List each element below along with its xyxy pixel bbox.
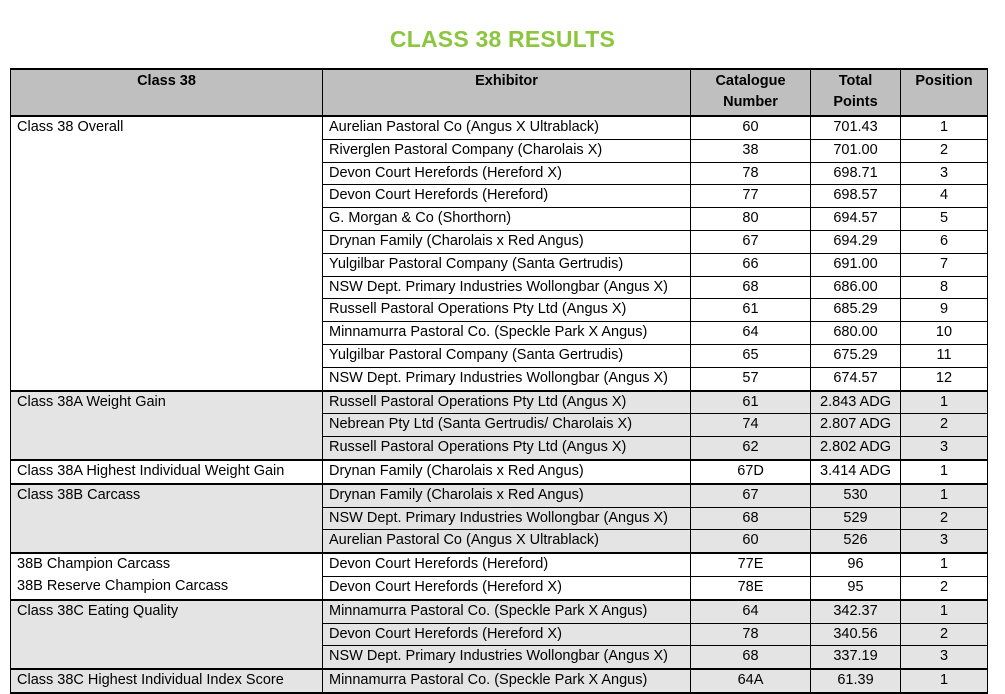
total-points-cell: 701.43 xyxy=(811,116,901,139)
table-row xyxy=(11,530,988,553)
table-header-row xyxy=(11,69,988,116)
position-cell: 3 xyxy=(901,437,988,460)
total-points-cell: 701.00 xyxy=(811,139,901,162)
position-cell: 2 xyxy=(901,414,988,437)
total-points-cell: 526 xyxy=(811,530,901,553)
catalogue-number-cell: 64 xyxy=(691,600,811,623)
position-cell: 1 xyxy=(901,391,988,414)
position-cell: 4 xyxy=(901,185,988,208)
total-points-cell: 686.00 xyxy=(811,276,901,299)
class-cell xyxy=(11,139,323,162)
class-cell xyxy=(11,322,323,345)
catalogue-number-cell: 78 xyxy=(691,162,811,185)
table-row xyxy=(11,484,988,507)
total-points-cell: 694.57 xyxy=(811,208,901,231)
exhibitor-cell: Minnamurra Pastoral Co. (Speckle Park X Angus) xyxy=(323,669,691,693)
table-row xyxy=(11,460,988,484)
table-row xyxy=(11,553,988,576)
class-cell: Class 38 Overall xyxy=(11,116,323,139)
position-cell: 11 xyxy=(901,344,988,367)
catalogue-number-cell: 67 xyxy=(691,484,811,507)
position-cell: 7 xyxy=(901,253,988,276)
class-cell xyxy=(11,367,323,390)
class-cell xyxy=(11,299,323,322)
class-cell xyxy=(11,253,323,276)
page-title: CLASS 38 RESULTS xyxy=(389,26,616,52)
class-cell xyxy=(11,276,323,299)
total-points-cell: 2.843 ADG xyxy=(811,391,901,414)
catalogue-number-cell: 78E xyxy=(691,576,811,599)
exhibitor-cell: Drynan Family (Charolais x Red Angus) xyxy=(323,230,691,253)
class-cell: Class 38B Carcass xyxy=(11,484,323,507)
catalogue-number-cell: 74 xyxy=(691,414,811,437)
class-cell xyxy=(11,185,323,208)
total-points-cell: 675.29 xyxy=(811,344,901,367)
catalogue-number-cell: 60 xyxy=(691,116,811,139)
exhibitor-cell: Nebrean Pty Ltd (Santa Gertrudis/ Charolais X) xyxy=(323,414,691,437)
class-cell xyxy=(11,507,323,530)
total-points-cell: 530 xyxy=(811,484,901,507)
total-points-cell: 337.19 xyxy=(811,646,901,669)
exhibitor-cell: NSW Dept. Primary Industries Wollongbar (Angus X) xyxy=(323,507,691,530)
catalogue-number-cell: 62 xyxy=(691,437,811,460)
table-row xyxy=(11,391,988,414)
exhibitor-cell: Aurelian Pastoral Co (Angus X Ultrablack) xyxy=(323,116,691,139)
table-row xyxy=(11,299,988,322)
exhibitor-cell: Riverglen Pastoral Company (Charolais X) xyxy=(323,139,691,162)
position-cell: 3 xyxy=(901,162,988,185)
exhibitor-cell: Devon Court Herefords (Hereford) xyxy=(323,185,691,208)
exhibitor-cell: Devon Court Herefords (Hereford) xyxy=(323,553,691,576)
position-cell: 2 xyxy=(901,139,988,162)
table-row xyxy=(11,116,988,139)
total-points-cell: 694.29 xyxy=(811,230,901,253)
total-points-cell: 340.56 xyxy=(811,623,901,646)
table-row xyxy=(11,600,988,623)
total-points-cell: 691.00 xyxy=(811,253,901,276)
table-row xyxy=(11,185,988,208)
class-cell xyxy=(11,344,323,367)
catalogue-number-cell: 67D xyxy=(691,460,811,484)
class-cell xyxy=(11,530,323,553)
class-cell xyxy=(11,414,323,437)
catalogue-number-cell: 64A xyxy=(691,669,811,693)
total-points-cell: 3.414 ADG xyxy=(811,460,901,484)
exhibitor-cell: G. Morgan & Co (Shorthorn) xyxy=(323,208,691,231)
catalogue-number-cell: 65 xyxy=(691,344,811,367)
table-row xyxy=(11,646,988,669)
total-points-cell: 685.29 xyxy=(811,299,901,322)
position-cell: 3 xyxy=(901,646,988,669)
catalogue-number-cell: 77 xyxy=(691,185,811,208)
position-cell: 10 xyxy=(901,322,988,345)
exhibitor-cell: Drynan Family (Charolais x Red Angus) xyxy=(323,484,691,507)
results-body xyxy=(11,116,988,693)
position-cell: 6 xyxy=(901,230,988,253)
position-cell: 1 xyxy=(901,484,988,507)
class-cell xyxy=(11,208,323,231)
table-row xyxy=(11,230,988,253)
position-cell: 1 xyxy=(901,600,988,623)
catalogue-number-cell: 57 xyxy=(691,367,811,390)
position-cell: 5 xyxy=(901,208,988,231)
position-cell: 2 xyxy=(901,623,988,646)
catalogue-number-cell: 61 xyxy=(691,299,811,322)
table-row xyxy=(11,367,988,390)
class-cell: Class 38C Highest Individual Index Score xyxy=(11,669,323,693)
exhibitor-cell: Devon Court Herefords (Hereford X) xyxy=(323,623,691,646)
total-points-cell: 2.802 ADG xyxy=(811,437,901,460)
class-cell xyxy=(11,162,323,185)
position-cell: 9 xyxy=(901,299,988,322)
header-total-points: Total Points xyxy=(811,69,901,116)
total-points-cell: 698.71 xyxy=(811,162,901,185)
table-row xyxy=(11,208,988,231)
total-points-cell: 342.37 xyxy=(811,600,901,623)
table-row xyxy=(11,669,988,693)
table-row xyxy=(11,414,988,437)
catalogue-number-cell: 68 xyxy=(691,507,811,530)
table-row xyxy=(11,253,988,276)
exhibitor-cell: NSW Dept. Primary Industries Wollongbar (Angus X) xyxy=(323,646,691,669)
exhibitor-cell: Drynan Family (Charolais x Red Angus) xyxy=(323,460,691,484)
class-cell: 38B Reserve Champion Carcass xyxy=(11,576,323,599)
class-cell: Class 38A Highest Individual Weight Gain xyxy=(11,460,323,484)
position-cell: 12 xyxy=(901,367,988,390)
table-row xyxy=(11,437,988,460)
position-cell: 3 xyxy=(901,530,988,553)
total-points-cell: 529 xyxy=(811,507,901,530)
header-class: Class 38 xyxy=(11,69,323,116)
exhibitor-cell: Devon Court Herefords (Hereford X) xyxy=(323,576,691,599)
total-points-cell: 2.807 ADG xyxy=(811,414,901,437)
position-cell: 1 xyxy=(901,460,988,484)
catalogue-number-cell: 68 xyxy=(691,646,811,669)
position-cell: 1 xyxy=(901,553,988,576)
table-row xyxy=(11,162,988,185)
exhibitor-cell: Yulgilbar Pastoral Company (Santa Gertrudis) xyxy=(323,253,691,276)
exhibitor-cell: Russell Pastoral Operations Pty Ltd (Angus X) xyxy=(323,299,691,322)
table-row xyxy=(11,139,988,162)
table-row xyxy=(11,276,988,299)
catalogue-number-cell: 80 xyxy=(691,208,811,231)
header-exhibitor: Exhibitor xyxy=(323,69,691,116)
total-points-cell: 96 xyxy=(811,553,901,576)
table-row xyxy=(11,344,988,367)
class-cell: 38B Champion Carcass xyxy=(11,553,323,576)
total-points-cell: 674.57 xyxy=(811,367,901,390)
exhibitor-cell: Russell Pastoral Operations Pty Ltd (Angus X) xyxy=(323,391,691,414)
catalogue-number-cell: 78 xyxy=(691,623,811,646)
catalogue-number-cell: 64 xyxy=(691,322,811,345)
table-row xyxy=(11,623,988,646)
header-position: Position xyxy=(901,69,988,116)
header-catalogue-number: Catalogue Number xyxy=(691,69,811,116)
class-cell xyxy=(11,623,323,646)
catalogue-number-cell: 38 xyxy=(691,139,811,162)
table-row xyxy=(11,576,988,599)
table-row xyxy=(11,322,988,345)
class-cell: Class 38A Weight Gain xyxy=(11,391,323,414)
position-cell: 2 xyxy=(901,507,988,530)
catalogue-number-cell: 68 xyxy=(691,276,811,299)
exhibitor-cell: NSW Dept. Primary Industries Wollongbar (Angus X) xyxy=(323,367,691,390)
exhibitor-cell: Russell Pastoral Operations Pty Ltd (Angus X) xyxy=(323,437,691,460)
position-cell: 8 xyxy=(901,276,988,299)
exhibitor-cell: Devon Court Herefords (Hereford X) xyxy=(323,162,691,185)
position-cell: 1 xyxy=(901,116,988,139)
exhibitor-cell: Minnamurra Pastoral Co. (Speckle Park X Angus) xyxy=(323,322,691,345)
catalogue-number-cell: 67 xyxy=(691,230,811,253)
total-points-cell: 698.57 xyxy=(811,185,901,208)
results-table xyxy=(10,68,988,694)
catalogue-number-cell: 60 xyxy=(691,530,811,553)
exhibitor-cell: Yulgilbar Pastoral Company (Santa Gertrudis) xyxy=(323,344,691,367)
catalogue-number-cell: 66 xyxy=(691,253,811,276)
total-points-cell: 680.00 xyxy=(811,322,901,345)
exhibitor-cell: Minnamurra Pastoral Co. (Speckle Park X Angus) xyxy=(323,600,691,623)
class-cell xyxy=(11,646,323,669)
position-cell: 1 xyxy=(901,669,988,693)
position-cell: 2 xyxy=(901,576,988,599)
catalogue-number-cell: 61 xyxy=(691,391,811,414)
table-row xyxy=(11,507,988,530)
total-points-cell: 95 xyxy=(811,576,901,599)
exhibitor-cell: NSW Dept. Primary Industries Wollongbar (Angus X) xyxy=(323,276,691,299)
catalogue-number-cell: 77E xyxy=(691,553,811,576)
total-points-cell: 61.39 xyxy=(811,669,901,693)
exhibitor-cell: Aurelian Pastoral Co (Angus X Ultrablack) xyxy=(323,530,691,553)
class-cell: Class 38C Eating Quality xyxy=(11,600,323,623)
class-cell xyxy=(11,230,323,253)
class-cell xyxy=(11,437,323,460)
